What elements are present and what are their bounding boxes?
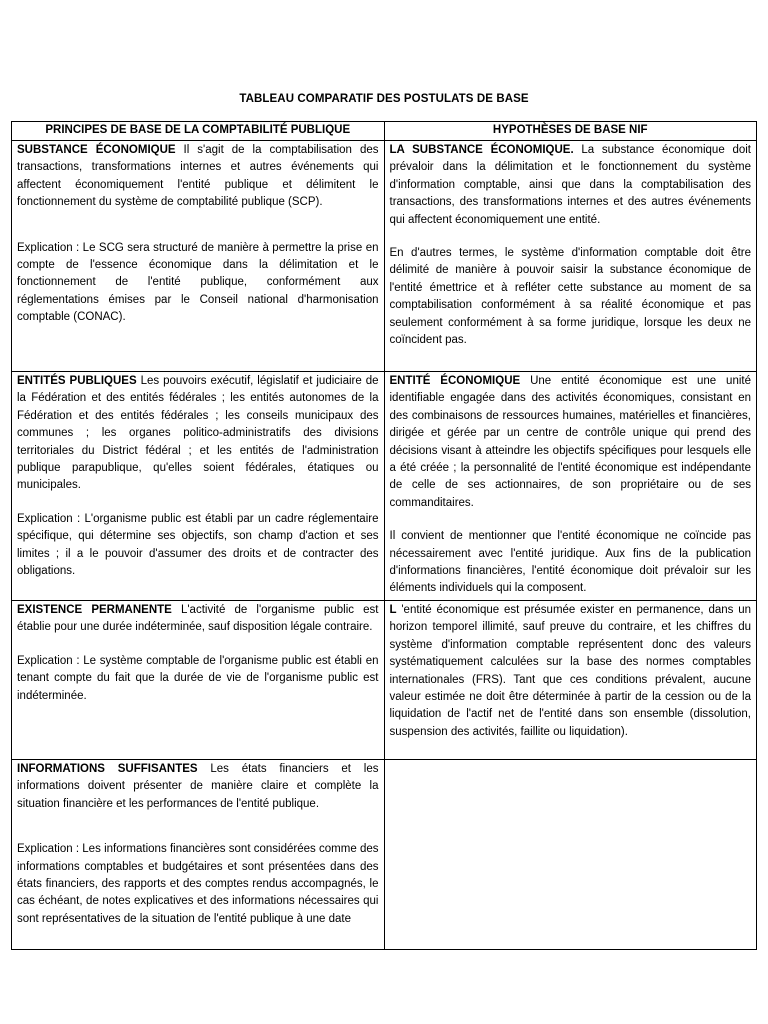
principle-term: EXISTENCE PERMANENTE (17, 603, 172, 616)
hypothesis-extra: Il convient de mentionner que l'entité économique ne coïncide pas nécessairement avec l'entité juridique. Aux fins de la publication d'informations financières, l'entité économique doit prévaloir sur les éléments individuels qui la composent. (389, 530, 751, 595)
hypothesis-term: ENTITÉ ÉCONOMIQUE (389, 375, 521, 387)
table-row-existence-permanente (12, 600, 757, 759)
table-row-entites (12, 372, 757, 601)
principle-definition (17, 142, 379, 212)
table-row-informations (12, 759, 757, 949)
hypothesis-definition (390, 373, 752, 512)
hypothesis-extra: En d'autres termes, le système d'information comptable doit être délimité de manière à pouvoir saisir la substance économique de l'entité émettrice et à refléter cette substance au moment de sa comptabilisation conformément à sa réalité économique et pas seulement conformément à sa forme juridique, lorsque les deux ne coïncident pas. (389, 247, 751, 347)
principle-explanation: Explication : Les informations financières sont considérées comme des informations comptables et budgétaires et sont présentées dans des états financiers, des rapports et des comptes rendus accompagnés, le cas échéant, de notes explicatives et des informations nécessaires qui sont représentatives de la situation de l'entité publique à une date (17, 843, 379, 925)
table-row-substance-economique (12, 141, 757, 372)
hypothesis-term: L (389, 603, 397, 616)
principle-text: Il s'agit de la comptabilisation des transactions, transformations internes et autres événements qui affectent économiquement l'entité publique et délimitent le fonctionnement du système de comptabilité publique (SCP). (17, 144, 379, 209)
table-header-row (12, 122, 757, 141)
hypothesis-text: La substance économique doit prévaloir dans la délimitation et le fonctionnement du système d'information comptable, ainsi que dans la comptabilisation des transactions, des transformations internes et des autres événements qui affectent économiquement une entité. (389, 144, 751, 226)
cell-right (384, 600, 757, 759)
principle-text: Les états financiers et les informations doivent présenter de manière claire et complète la situation financière et les performances de l'entité publique. (17, 762, 379, 810)
principle-definition (17, 761, 379, 813)
hypothesis-definition (390, 142, 752, 229)
principle-term: ENTITÉS PUBLIQUES (17, 375, 137, 387)
cell-left (12, 600, 385, 759)
cell-left (12, 372, 385, 601)
hypothesis-text: Une entité économique est une unité identifiable engagée dans des activités économiques, consistant en des combinaisons de ressources humaines, matérielles et financières, dirigée et gérée par un centre de contrôle unique qui prend des décisions visant à atteindre les objectifs spécifiques pour lesquels elle a été créée ; la personnalité de l'entité économique est indépendante de celle de ses actionnaires, de son propriétaire ou de ses commanditaires. (389, 375, 751, 509)
principle-definition (17, 373, 379, 495)
cell-left (12, 141, 385, 372)
principle-text: Les pouvoirs exécutif, législatif et judiciaire de la Fédération et des entités fédérales ; les entités autonomes de la Fédération et des entités fédérales ; les conseils municipaux des communes ; les organes politico-administratifs des divisions territoriales du District fédéral ; et les entités de l'administration publique parapublique, qu'elles soient fédérales, étatiques ou municipales. (17, 375, 379, 492)
document-title: TABLEAU COMPARATIF DES POSTULATS DE BASE (239, 93, 529, 105)
principle-text: L'activité de l'organisme public est établie pour une durée indéterminée, sauf disposition légale contraire. (17, 603, 379, 634)
cell-right (384, 372, 757, 601)
cell-right (384, 141, 757, 372)
principle-explanation: Explication : Le système comptable de l'organisme public est établi en tenant compte du fait que la durée de vie de l'organisme public est indéterminée. (17, 654, 379, 702)
principle-term: SUBSTANCE ÉCONOMIQUE (17, 144, 176, 156)
cell-right-empty (384, 759, 757, 949)
hypothesis-text: 'entité économique est présumée exister en permanence, dans un horizon temporel illimité, sauf preuve du contraire, et les chiffres du système d'information comptable représentent donc des valeurs systématiquement calculées sur la base des normes comptables internationales (FRS). Tant que ces conditions prévalent, aucune valeur estimée ne doit être déterminée à partir de la cession ou de la liquidation de l'actif net de l'entité dans son ensemble (dissolution, suspension des activités, faillite ou liquidation). (389, 603, 751, 738)
cell-left (12, 759, 385, 949)
principle-definition (17, 602, 379, 637)
principle-explanation: Explication : Le SCG sera structuré de manière à permettre la prise en compte de l'essence économique dans la délimitation et le fonctionnement de l'entité publique, conformément aux réglementations émises par le Conseil national d'harmonisation comptable (CONAC). (17, 241, 379, 324)
hypothesis-definition (390, 602, 752, 741)
column-header-public-accounting: PRINCIPES DE BASE DE LA COMPTABILITÉ PUBLIQUE (12, 122, 385, 141)
principle-explanation: Explication : L'organisme public est établi par un cadre réglementaire spécifique, qui détermine ses objectifs, son champ d'action et ses limites ; il a le pouvoir d'assumer des droits et de contracter des obligations. (17, 512, 379, 578)
column-header-nif: HYPOTHÈSES DE BASE NIF (384, 122, 757, 141)
hypothesis-term: LA SUBSTANCE ÉCONOMIQUE. (389, 144, 574, 156)
principle-term: INFORMATIONS SUFFISANTES (17, 762, 198, 775)
comparison-table (11, 121, 757, 950)
